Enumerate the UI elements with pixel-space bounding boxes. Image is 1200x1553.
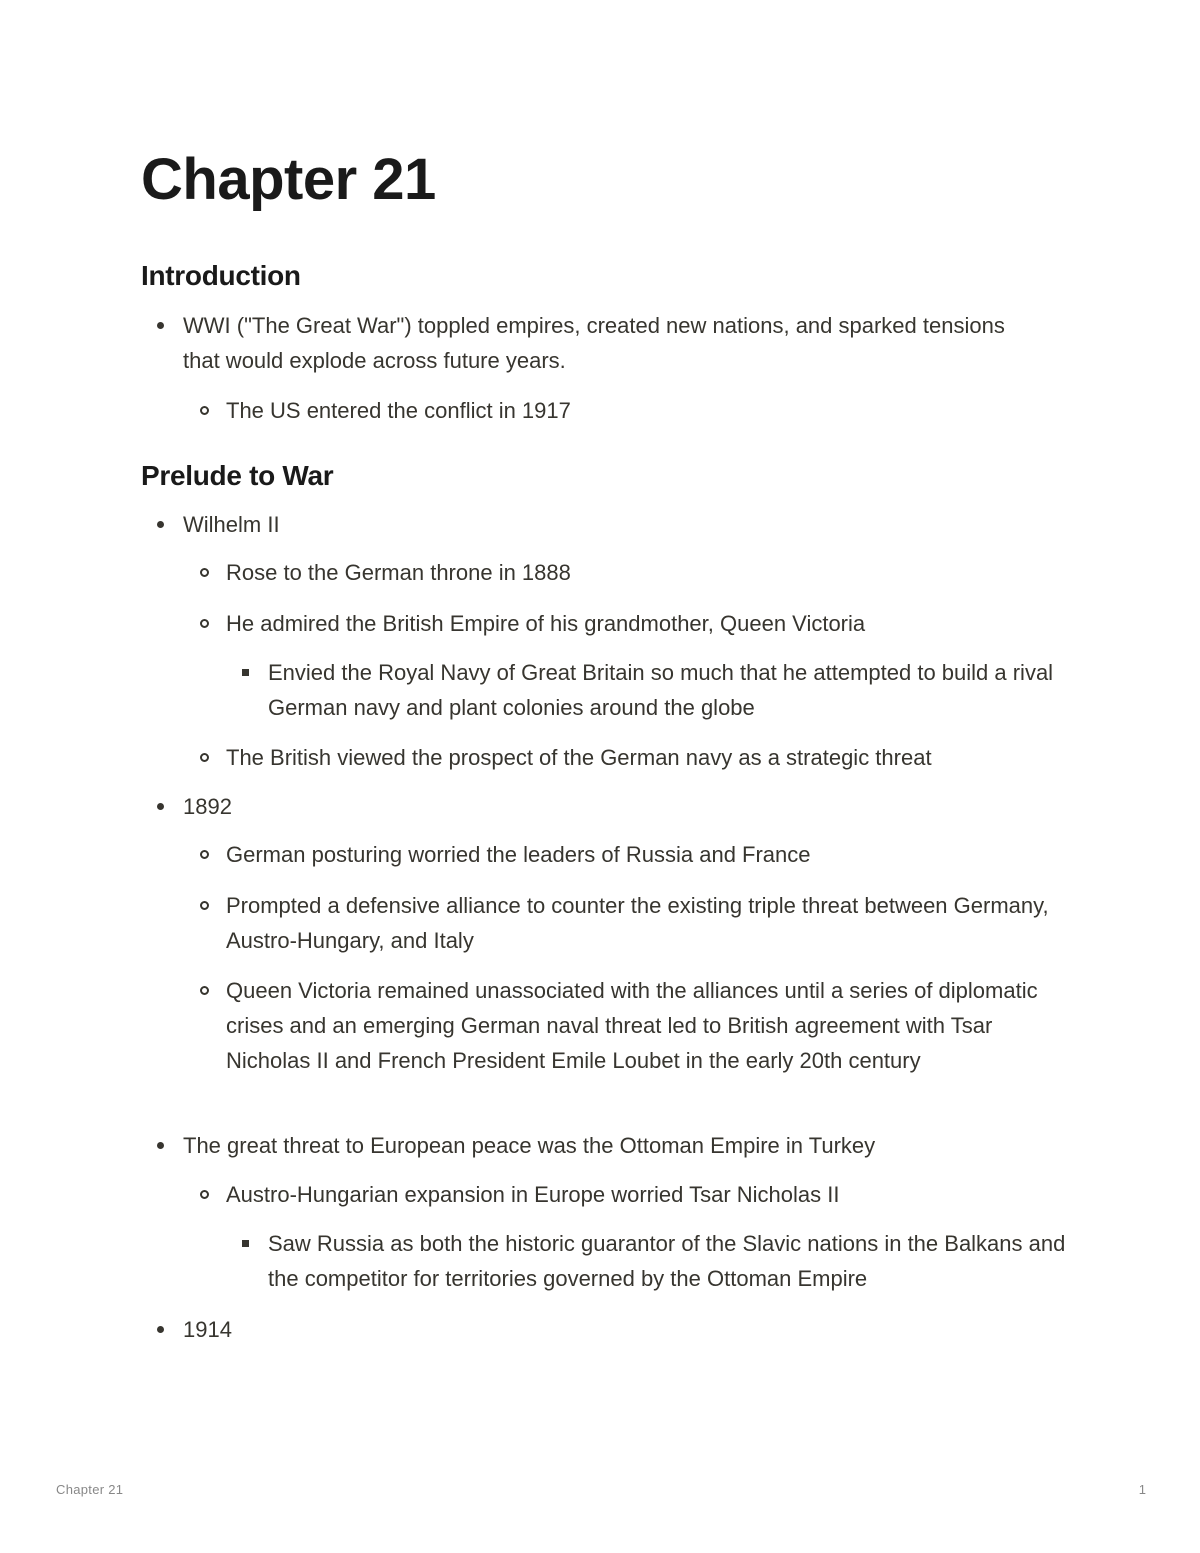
bullet-circle-icon [200, 753, 209, 762]
section-heading-prelude-to-war: Prelude to War [141, 460, 334, 491]
list-item-text: The great threat to European peace was the Ottoman Empire in Turkey [183, 1133, 876, 1158]
list-item-text: The US entered the conflict in 1917 [226, 398, 571, 423]
bullet-circle-icon [200, 568, 209, 577]
bullet-disc-icon [157, 322, 164, 329]
list-item-text: WWI ("The Great War") toppled empires, created new nations, and sparked tensions that would explode across future years. [183, 313, 1005, 373]
bullet-disc-icon [157, 803, 164, 810]
bullet-circle-icon [200, 406, 209, 415]
list-item [268, 655, 1068, 725]
list-item [226, 555, 1066, 590]
bullet-circle-icon [200, 901, 209, 910]
list-item [183, 507, 1013, 542]
list-item [183, 1128, 1013, 1163]
bullet-square-icon [242, 669, 249, 676]
list-item-text: Rose to the German throne in 1888 [226, 560, 571, 585]
list-item [226, 393, 1066, 428]
list-item [226, 1177, 1066, 1212]
list-item [226, 837, 1066, 872]
bullet-disc-icon [157, 1326, 164, 1333]
bullet-square-icon [242, 1240, 249, 1247]
list-item [183, 789, 1013, 824]
list-item-text: Wilhelm II [183, 512, 280, 537]
bullet-circle-icon [200, 850, 209, 859]
list-item [268, 1226, 1068, 1296]
bullet-disc-icon [157, 1142, 164, 1149]
bullet-circle-icon [200, 619, 209, 628]
list-item-text: 1914 [183, 1317, 232, 1342]
footer-page-number: 1 [1138, 1482, 1146, 1497]
list-item [183, 1312, 1013, 1347]
list-item [226, 888, 1066, 958]
section-heading-introduction: Introduction [141, 260, 301, 291]
list-item-text: He admired the British Empire of his grandmother, Queen Victoria [226, 611, 866, 636]
list-item-text: The British viewed the prospect of the German navy as a strategic threat [226, 745, 932, 770]
list-item-text: Austro-Hungarian expansion in Europe worried Tsar Nicholas II [226, 1182, 840, 1207]
list-item [183, 308, 1013, 378]
list-item-text: Envied the Royal Navy of Great Britain so much that he attempted to build a rival German navy and plant colonies around the globe [268, 660, 1054, 720]
list-item [226, 606, 1066, 641]
footer-chapter-label: Chapter 21 [56, 1482, 124, 1497]
list-item-text: Prompted a defensive alliance to counter the existing triple threat between Germany, Austro-Hungary, and Italy [226, 893, 1049, 953]
list-item-text: 1892 [183, 794, 232, 819]
bullet-circle-icon [200, 986, 209, 995]
list-item-text: German posturing worried the leaders of Russia and France [226, 842, 811, 867]
bullet-disc-icon [157, 521, 164, 528]
list-item [226, 973, 1066, 1078]
list-item [226, 740, 1066, 775]
list-item-text: Queen Victoria remained unassociated with the alliances until a series of diplomatic crises and an emerging German naval threat led to British agreement with Tsar Nicholas II and French President Emile Loubet in the early 20th century [226, 978, 1038, 1073]
list-item-text: Saw Russia as both the historic guarantor of the Slavic nations in the Balkans and the competitor for territories governed by the Ottoman Empire [268, 1231, 1066, 1291]
page-title: Chapter 21 [141, 147, 436, 212]
bullet-circle-icon [200, 1190, 209, 1199]
